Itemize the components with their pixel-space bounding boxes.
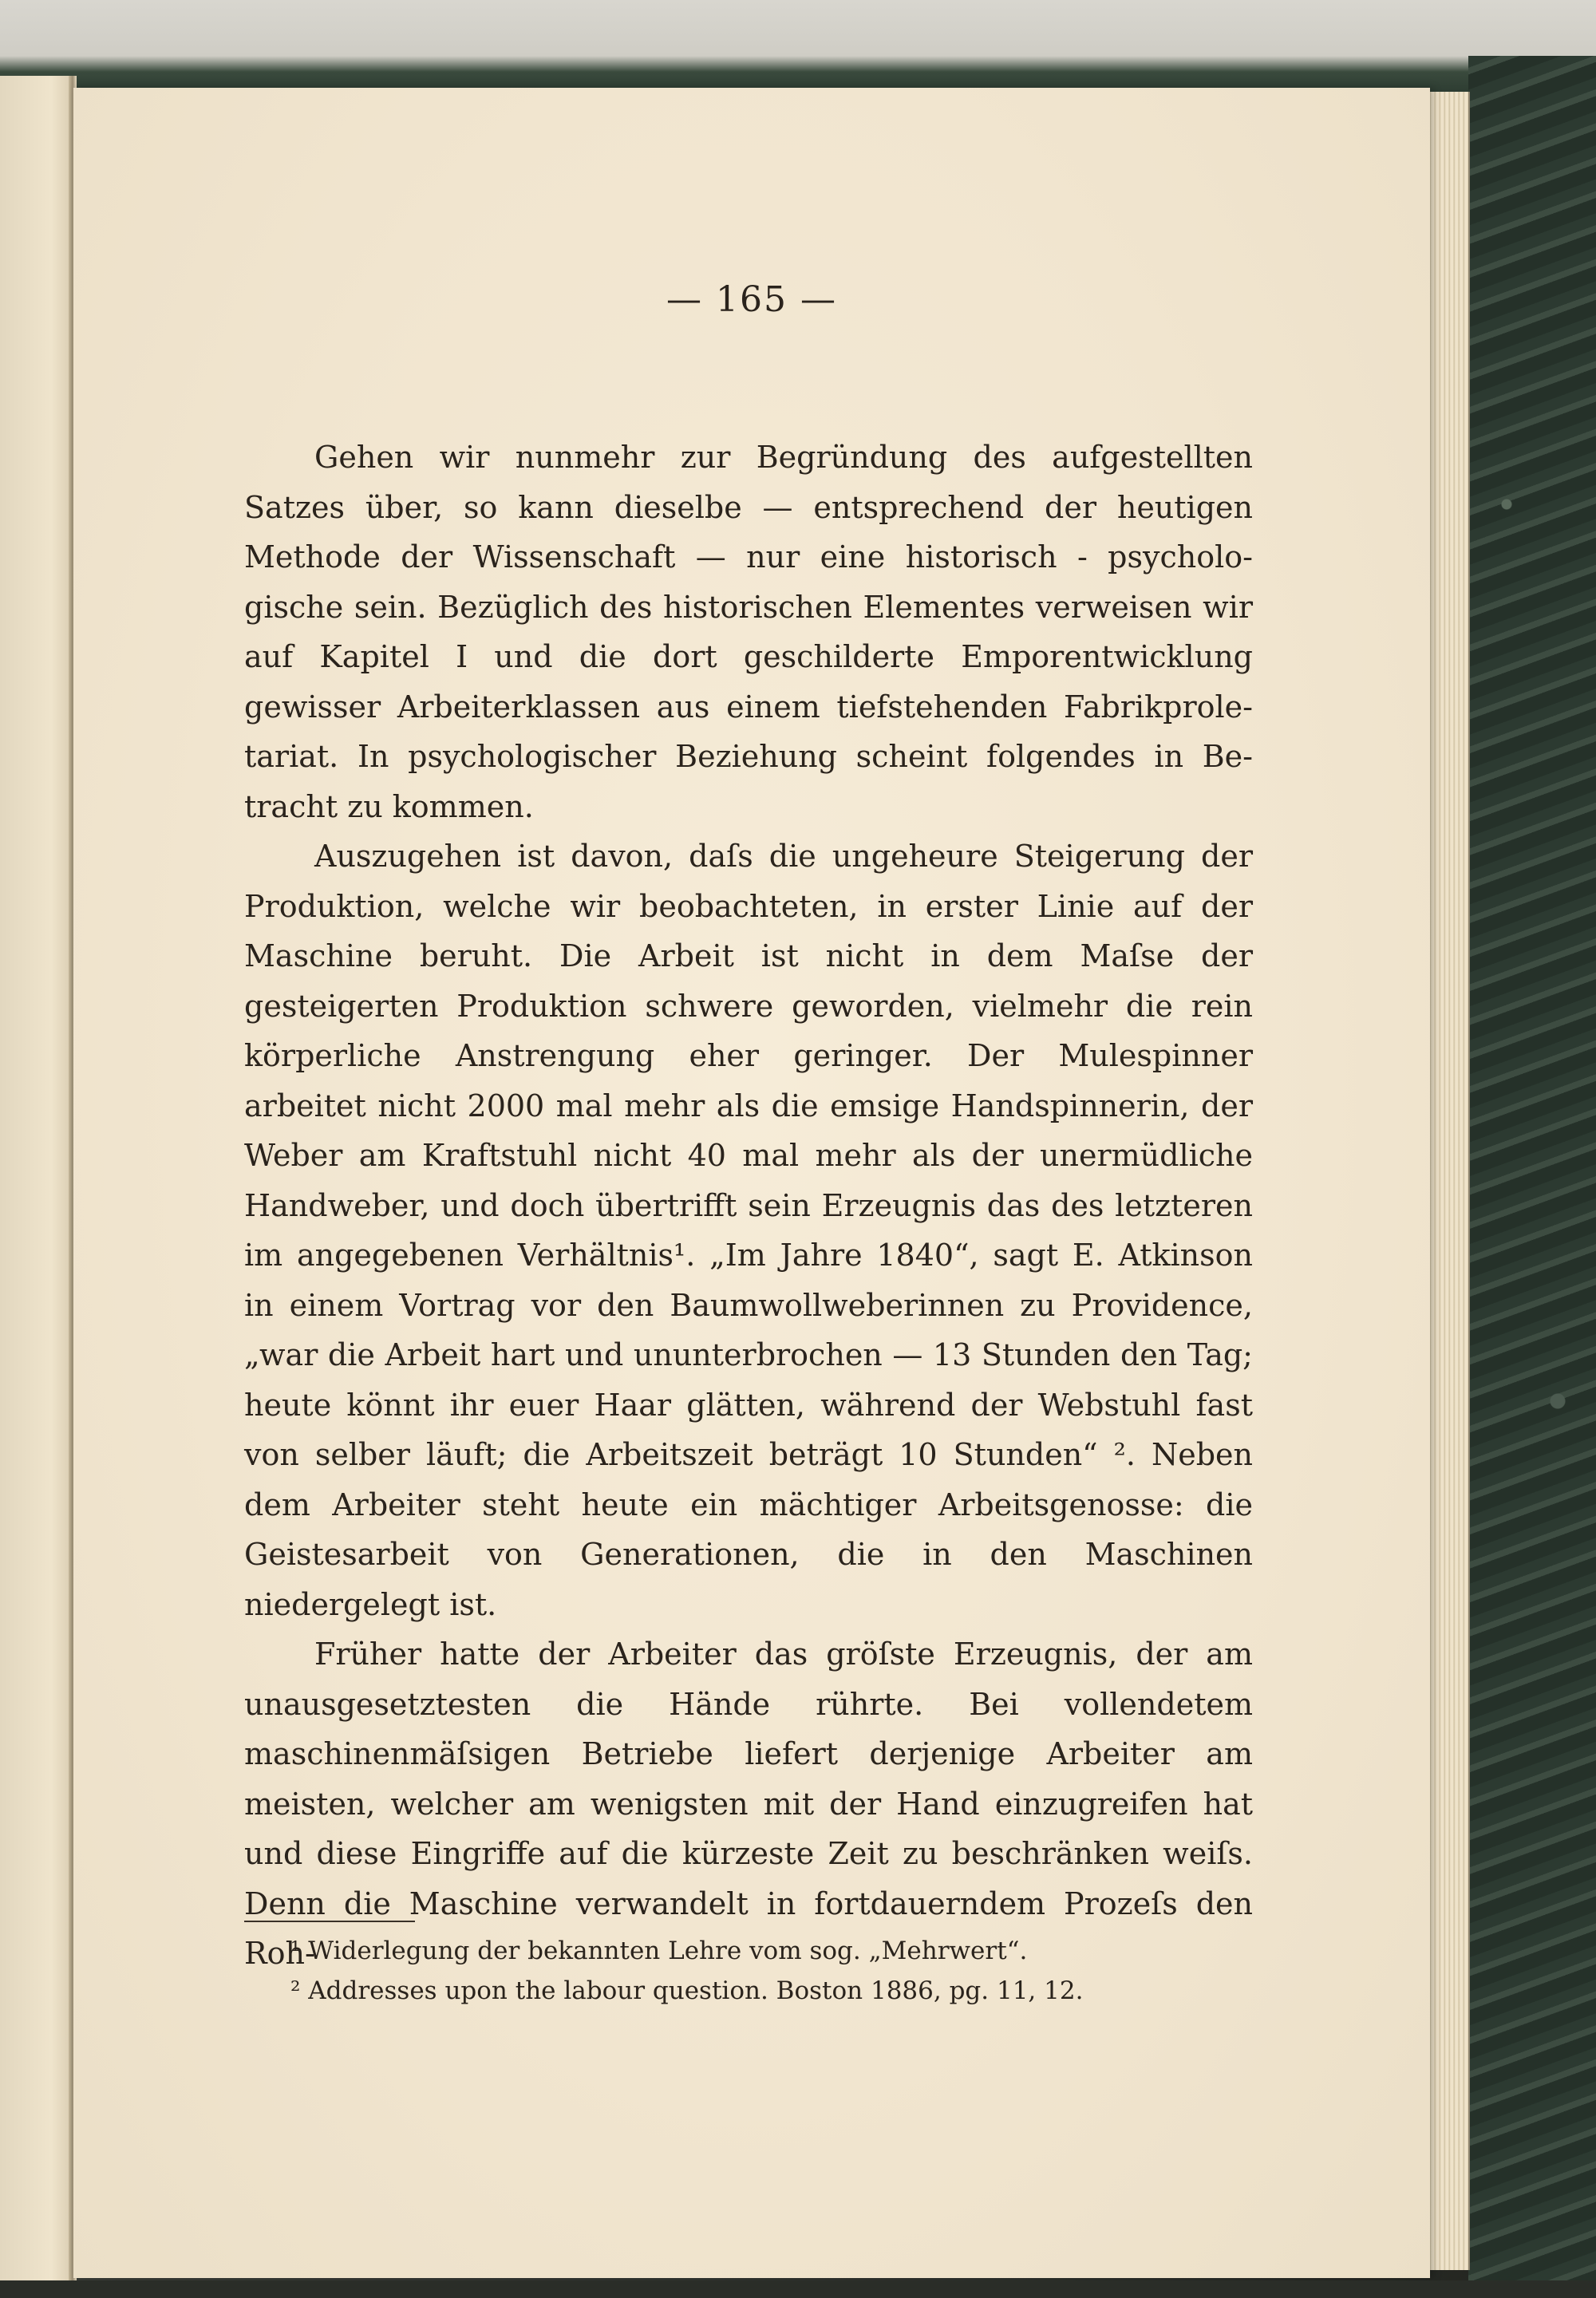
book-cover-top — [0, 0, 1596, 96]
paragraph-3: Früher hatte der Arbeiter das gröſste Erzeugnis, der am unausgesetztesten die Hände rührte. Bei vollendetem maschinenmäſsigen Betriebe liefert derjenige Arbeiter am meisten, welcher am wenigsten mit der Hand einzugreifen hat und diese Eingriffe auf die kürzeste Zeit zu beschränken weiſs. Denn die Maschine verwandelt in fortdauerndem Prozeſs den Roh- — [244, 1637, 1253, 1971]
footnote-divider — [244, 1921, 415, 1922]
page-number: — 165 — — [666, 279, 837, 320]
marbled-cover-edge — [1468, 56, 1596, 2298]
book-page — [73, 88, 1430, 2278]
previous-page-edge — [0, 76, 73, 2294]
footnotes — [244, 1931, 1253, 2011]
paragraph-2: Auszugehen ist davon, daſs die ungeheure Steigerung der Produktion, welche wir beobachteten, in erster Linie auf der Maschine beruht. Die Arbeit ist nicht in dem Maſse der gesteigerten Produktion schwere geworden, vielmehr die rein körperliche Anstrengung eher geringer. Der Mulespinner arbeitet nicht 2000 mal mehr als die emsige Handspinnerin, der Weber am Kraftstuhl nicht 40 mal mehr als der unermüdliche Handweber, und doch übertrifft sein Erzeugnis das des letzteren im angegebenen Verhältnis¹. „Im Jahre 1840“, sagt E. Atkinson in einem Vortrag vor den Baumwollweberinnen zu Providence, „war die Arbeit hart und ununterbrochen — 13 Stunden den Tag; heute könnt ihr euer Haar glätten, während der Webstuhl fast von selber läuft; die Arbeitszeit beträgt 10 Stunden“ ². Neben dem Arbeiter steht heute ein mächtiger Arbeitsgenosse: die Geistesarbeit von Generationen, die in den Maschinen niedergelegt ist. — [244, 839, 1253, 1622]
scan-bottom-edge — [0, 2280, 1596, 2298]
paragraph-1: Gehen wir nunmehr zur Begründung des aufgestellten Satzes über, so kann dieselbe — entsprechend der heutigen Methode der Wissenschaft — nur eine historisch - psychologische sein. Bezüglich des historischen Elementes verweisen wir auf Kapitel I und die dort geschilderte Emporentwicklung gewisser Arbeiterklassen aus einem tiefstehenden Fabrikproletariat. In psychologischer Beziehung scheint folgendes in Betracht zu kommen. — [244, 440, 1253, 824]
footnote-1: ¹ Widerlegung der bekannten Lehre vom sog. „Mehrwert“. — [290, 1937, 1028, 1965]
body-text — [244, 432, 1253, 1979]
footnote-2: ² Addresses upon the labour question. Boston 1886, pg. 11, 12. — [290, 1976, 1084, 2005]
